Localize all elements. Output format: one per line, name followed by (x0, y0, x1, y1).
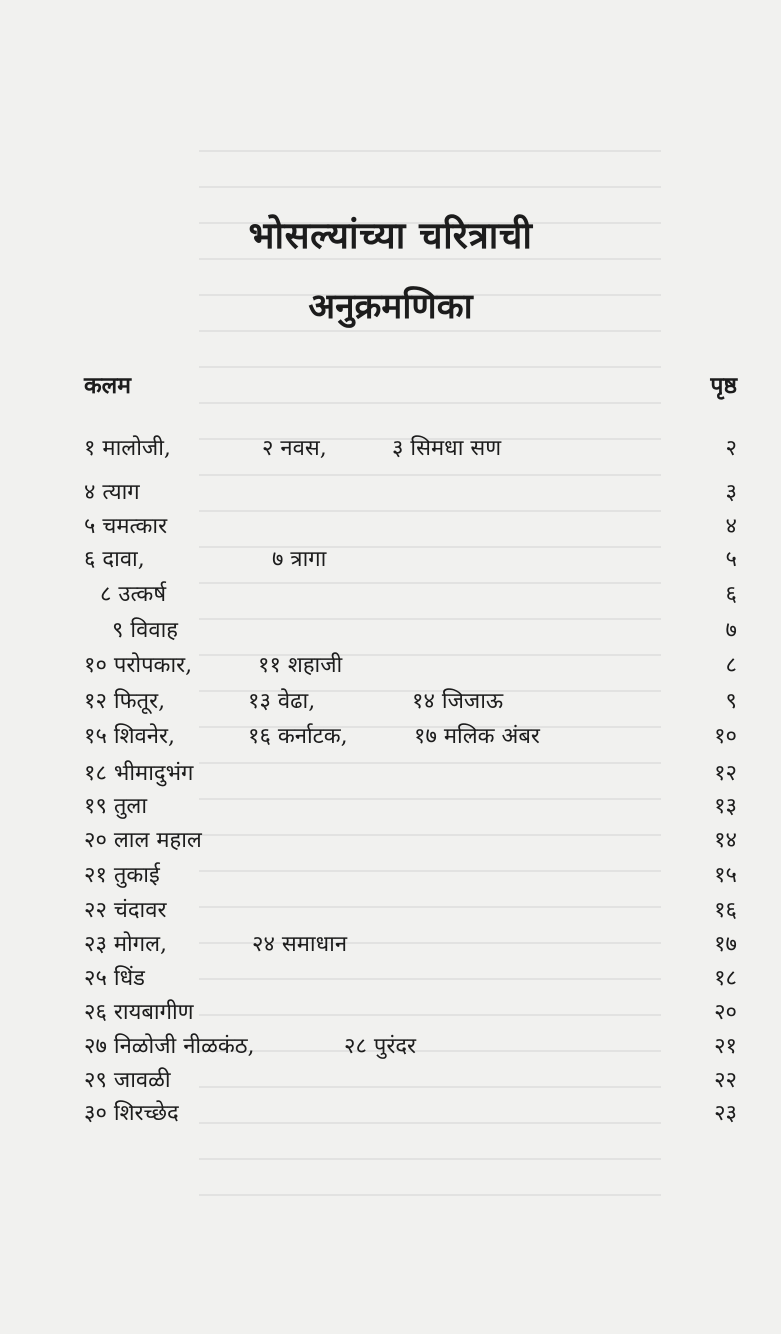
toc-row (0, 962, 781, 996)
toc-row (0, 996, 781, 1030)
toc-page-number: ७ (725, 618, 737, 643)
column-header-section: कलम (84, 372, 132, 399)
toc-row (0, 476, 781, 510)
toc-page-number: २१ (714, 1034, 737, 1059)
toc-entry: २४ समाधान (252, 932, 348, 957)
toc-entry: ६ दावा, (84, 547, 145, 572)
toc-entry: १९ तुला (84, 794, 148, 819)
toc-row (0, 928, 781, 962)
toc-entry: ११ शहाजी (258, 653, 343, 678)
toc-row (0, 859, 781, 893)
toc-entry: १० परोपकार, (84, 653, 193, 678)
toc-row (0, 510, 781, 544)
toc-row (0, 790, 781, 824)
toc-entry: ३ सिमधा सण (392, 436, 502, 461)
toc-entry: ४ त्याग (84, 480, 140, 505)
toc-entry: २२ चंदावर (84, 898, 167, 923)
toc-entry: २६ रायबागीण (84, 1000, 194, 1025)
toc-page-number: २० (714, 1000, 737, 1025)
toc-entry: २१ तुकाई (84, 863, 160, 888)
toc-row (0, 720, 781, 754)
toc-page-number: १३ (714, 794, 737, 819)
column-header-page: पृष्ठ (710, 372, 737, 399)
toc-page-number: २ (725, 436, 737, 461)
toc-entry: ९ विवाह (112, 618, 178, 643)
toc-entry: ७ त्रागा (272, 547, 327, 572)
toc-page-number: १६ (714, 898, 737, 923)
toc-entry: १८ भीमादुभंग (84, 761, 194, 786)
toc-row (0, 1030, 781, 1064)
toc-page-number: ८ (725, 653, 737, 678)
toc-page-number: १२ (714, 761, 737, 786)
toc-entry: २० लाल महाल (84, 828, 202, 853)
toc-entry: १४ जिजाऊ (412, 689, 504, 714)
toc-page-number: ३ (725, 480, 737, 505)
toc-row (0, 685, 781, 719)
toc-row (0, 824, 781, 858)
toc-entry: २९ जावळी (84, 1068, 171, 1093)
page-title: भोसल्यांच्या चरित्राची (248, 213, 533, 257)
toc-entry: १३ वेढा, (248, 689, 316, 714)
toc-page-number: २२ (714, 1068, 737, 1093)
toc-entry: ८ उत्कर्ष (100, 582, 167, 607)
toc-entry: २३ मोगल, (84, 932, 168, 957)
toc-row (0, 1097, 781, 1131)
toc-page-number: १० (714, 724, 737, 749)
toc-page-number: ६ (725, 582, 737, 607)
toc-row (0, 757, 781, 791)
toc-entry: २५ धिंड (84, 966, 145, 991)
toc-entry: १७ मलिक अंबर (414, 724, 540, 749)
toc-entry: २ नवस, (262, 436, 327, 461)
toc-entry: १६ कर्नाटक, (248, 724, 348, 749)
toc-row (0, 432, 781, 466)
toc-row (0, 894, 781, 928)
toc-page-number: १५ (714, 863, 737, 888)
toc-entry: १ मालोजी, (84, 436, 171, 461)
toc-page-number: ४ (725, 514, 737, 539)
toc-page-number: १८ (714, 966, 737, 991)
toc-row (0, 1064, 781, 1098)
toc-page-number: १४ (714, 828, 737, 853)
toc-row (0, 614, 781, 648)
toc-row (0, 543, 781, 577)
toc-page-number: ५ (725, 547, 737, 572)
toc-page-number: १७ (714, 932, 737, 957)
page-subtitle: अनुक्रमणिका (308, 286, 473, 327)
toc-entry: १२ फितूर, (84, 689, 166, 714)
toc-row (0, 649, 781, 683)
toc-entry: ५ चमत्कार (84, 514, 168, 539)
toc-entry: ३० शिरच्छेद (84, 1101, 179, 1126)
toc-page-number: २३ (714, 1101, 737, 1126)
toc-row (0, 578, 781, 612)
toc-entry: २८ पुरंदर (344, 1034, 417, 1059)
toc-entry: २७ निळोजी नीळकंठ, (84, 1034, 255, 1059)
toc-entry: १५ शिवनेर, (84, 724, 175, 749)
toc-page-number: ९ (725, 689, 737, 714)
